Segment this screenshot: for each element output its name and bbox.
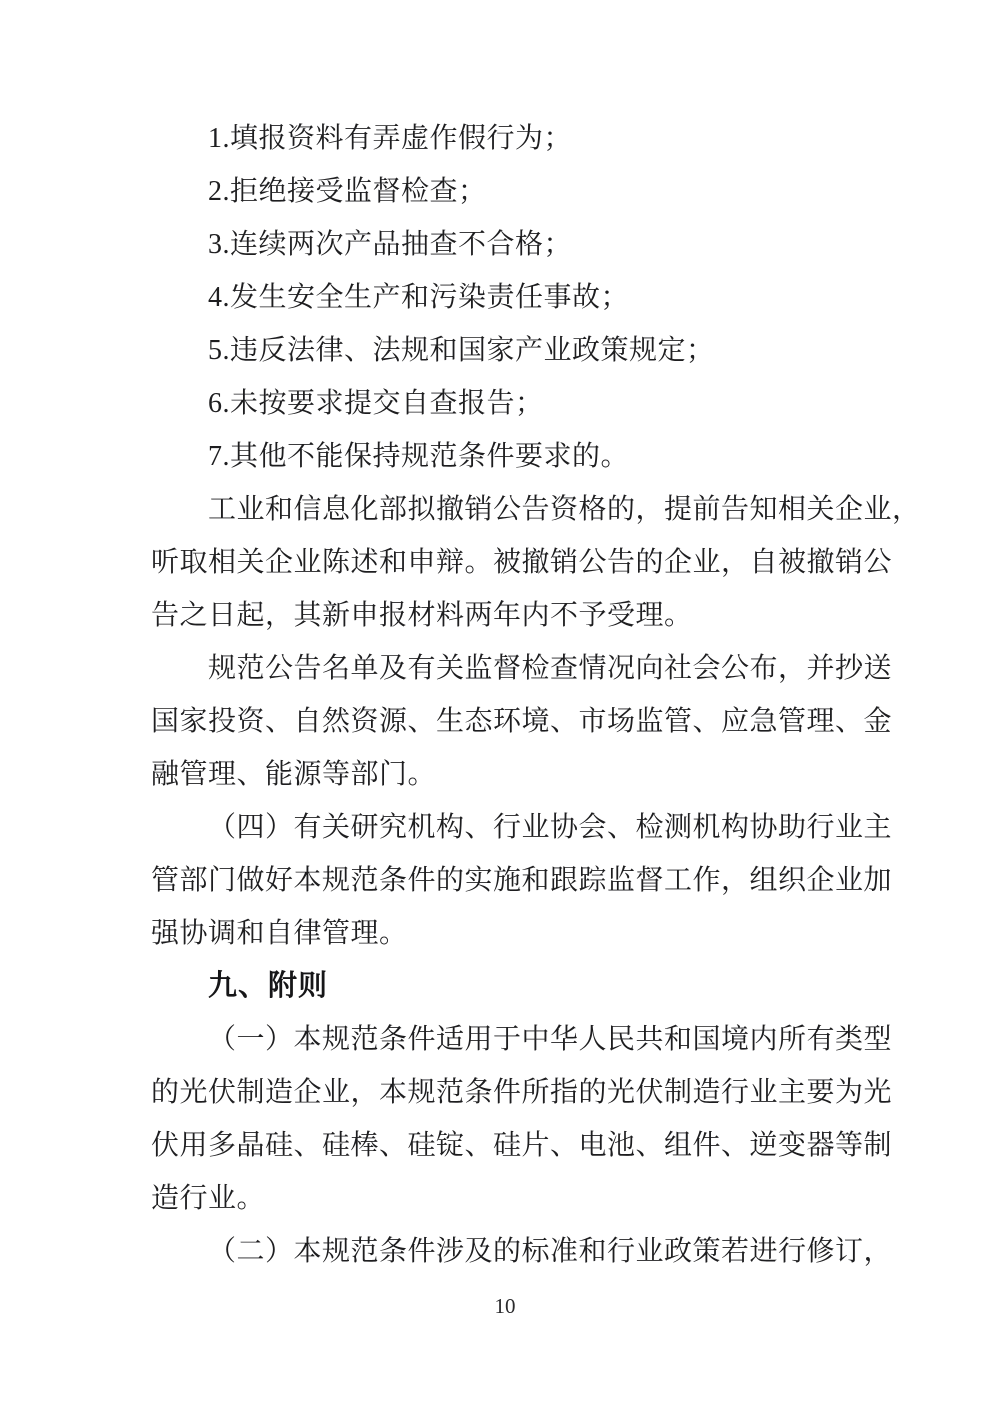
text-line: 国家投资、自然资源、生态环境、市场监管、应急管理、金 — [151, 706, 893, 737]
section-heading: 九、附则 — [208, 970, 329, 1002]
text-line: 4.发生安全生产和污染责任事故； — [208, 282, 630, 313]
text-line: （二）本规范条件涉及的标准和行业政策若进行修订， — [208, 1236, 893, 1267]
text-line: （四）有关研究机构、行业协会、检测机构协助行业主 — [208, 812, 893, 843]
text-line: 3.连续两次产品抽查不合格； — [208, 229, 573, 260]
text-line: 管部门做好本规范条件的实施和跟踪监督工作，组织企业加 — [151, 865, 893, 896]
text-line: 6.未按要求提交自查报告； — [208, 388, 544, 419]
text-line: 的光伏制造企业，本规范条件所指的光伏制造行业主要为光 — [151, 1077, 893, 1108]
text-line: 5.违反法律、法规和国家产业政策规定； — [208, 335, 715, 366]
text-line: 告之日起，其新申报材料两年内不予受理。 — [151, 600, 693, 631]
text-line: 造行业。 — [151, 1183, 266, 1214]
page-number: 10 — [494, 1294, 516, 1318]
text-line: 2.拒绝接受监督检查； — [208, 176, 487, 207]
document-body — [151, 112, 921, 1278]
text-line: 强协调和自律管理。 — [151, 918, 408, 949]
text-line: 7.其他不能保持规范条件要求的。 — [208, 441, 630, 472]
text-line: 伏用多晶硅、硅棒、硅锭、硅片、电池、组件、逆变器等制 — [151, 1130, 893, 1161]
text-line: （一）本规范条件适用于中华人民共和国境内所有类型 — [208, 1024, 893, 1055]
text-line: 规范公告名单及有关监督检查情况向社会公布，并抄送 — [208, 653, 893, 684]
text-line: 工业和信息化部拟撤销公告资格的，提前告知相关企业， — [208, 494, 921, 525]
text-line: 听取相关企业陈述和申辩。被撤销公告的企业，自被撤销公 — [151, 547, 893, 578]
text-line: 1.填报资料有弄虚作假行为； — [208, 123, 573, 154]
text-line: 融管理、能源等部门。 — [151, 759, 437, 790]
